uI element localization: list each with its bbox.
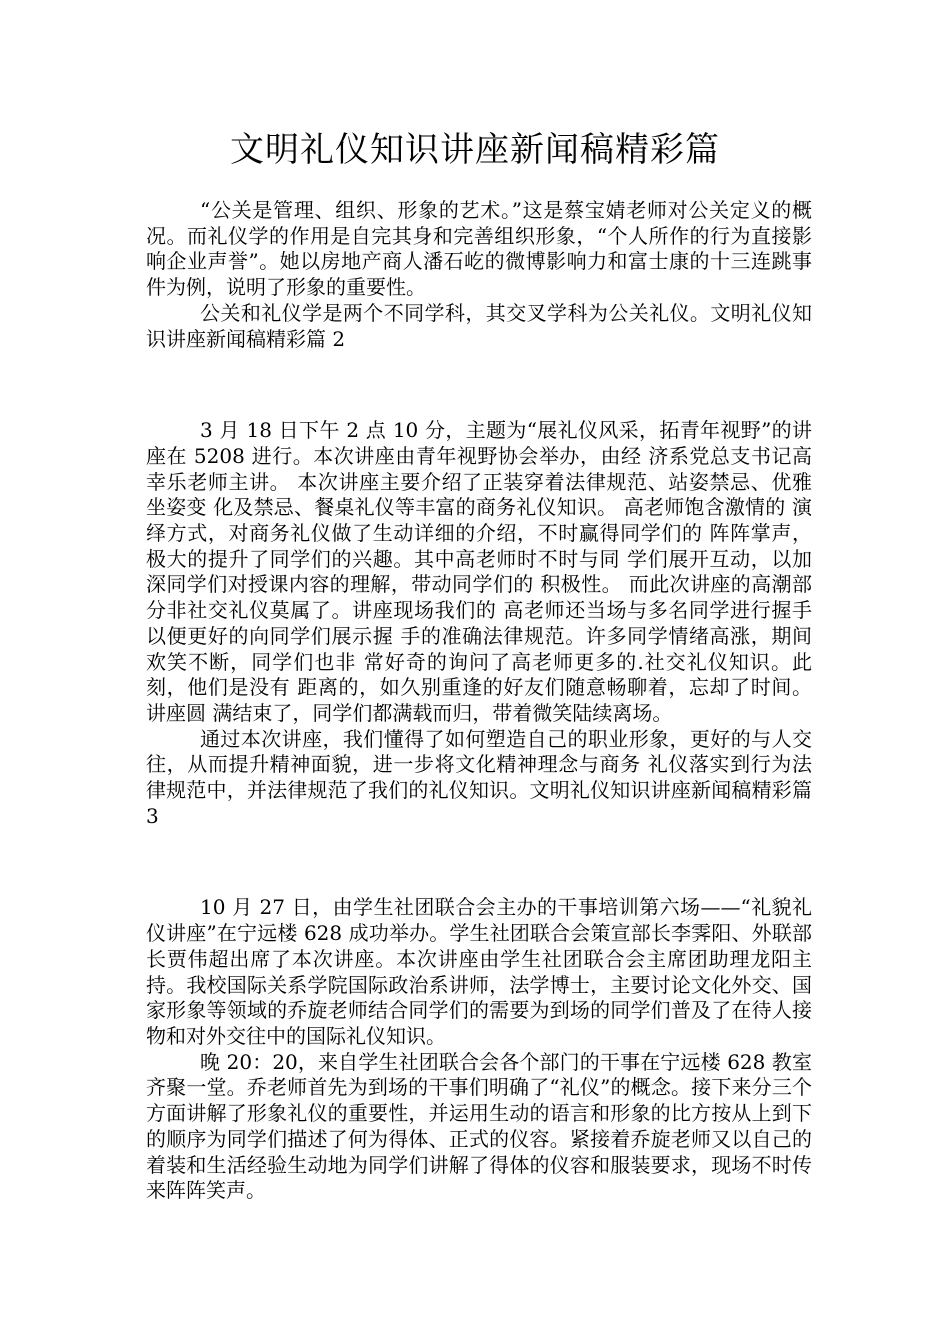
document-body	[146, 198, 812, 1204]
document-title: 文明礼仪知识讲座新闻稿精彩篇	[230, 130, 720, 170]
paragraph-2: 公关和礼仪学是两个不同学科，其交叉学科为公关礼仪。文明礼仪知识讲座新闻稿精彩篇 2	[146, 300, 812, 351]
paragraph-5: 10 月 27 日，由学生社团联合会主办的干事培训第六场——“礼貌礼仪讲座”在宁远楼 628 成功举办。学生社团联合会策宣部长李霁阳、外联部长贾伟超出席了本次讲座。本次讲座由学生社团联合会主席团助理龙阳主持。我校国际关系学院国际政治系讲师，法学博士，主要讨论文化外交、国家形象等领域的乔旋老师结合同学们的需要为到场的同学们普及了在待人接物和对外交往中的国际礼仪知识。	[146, 895, 812, 1048]
paragraph-6: 晚 20：20，来自学生社团联合会各个部门的干事在宁远楼 628 教室齐聚一堂。乔老师首先为到场的干事们明确了“礼仪”的概念。接下来分三个方面讲解了形象礼仪的重要性，并运用生动的语言和形象的比方按从上到下的顺序为同学们描述了何为得体、正式的仪容。紧接着乔旋老师又以自己的着装和生活经验生动地为同学们讲解了得体的仪容和服装要求，现场不时传来阵阵笑声。	[146, 1049, 812, 1203]
section-gap	[146, 352, 812, 418]
section-gap	[146, 829, 812, 895]
paragraph-3: 3 月 18 日下午 2 点 10 分，主题为“展礼仪风采，拓青年视野”的讲座在 5208 进行。本次讲座由青年视野协会举办，由经 济系党总支书记高幸乐老师主讲。 本次讲座主要介绍了正装穿着法律规范、站姿禁忌、优雅坐姿变 化及禁忌、餐桌礼仪等丰富的商务礼仪知识。 高老师饱含激情的 演绎方式，对商务礼仪做了生动详细的介绍，不时赢得同学们的 阵阵掌声，极大的提升了同学们的兴趣。其中高老师时不时与同 学们展开互动，以加深同学们对授课内容的理解，带动同学们的 积极性。 而此次讲座的高潮部分非社交礼仪莫属了。讲座现场我们的 高老师还当场与多名同学进行握手以便更好的向同学们展示握 手的准确法律规范。许多同学情绪高涨，期间欢笑不断，同学们也非 常好奇的询问了高老师更多的.社交礼仪知识。此刻，他们是没有 距离的，如久别重逢的好友们随意畅聊着，忘却了时间。讲座圆 满结束了，同学们都满载而归，带着微笑陆续离场。	[146, 418, 812, 725]
paragraph-1: “公关是管理、组织、形象的艺术。”这是蔡宝婧老师对公关定义的概况。而礼仪学的作用是自完其身和完善组织形象，“个人所作的行为直接影响企业声誉”。她以房地产商人潘石屹的微博影响力和富士康的十三连跳事件为例，说明了形象的重要性。	[146, 198, 812, 300]
paragraph-4: 通过本次讲座，我们懂得了如何塑造自己的职业形象，更好的与人交往，从而提升精神面貌，进一步将文化精神理念与商务 礼仪落实到行为法律规范中，并法律规范了我们的礼仪知识。文明礼仪知识讲座新闻稿精彩篇 3	[146, 726, 812, 828]
